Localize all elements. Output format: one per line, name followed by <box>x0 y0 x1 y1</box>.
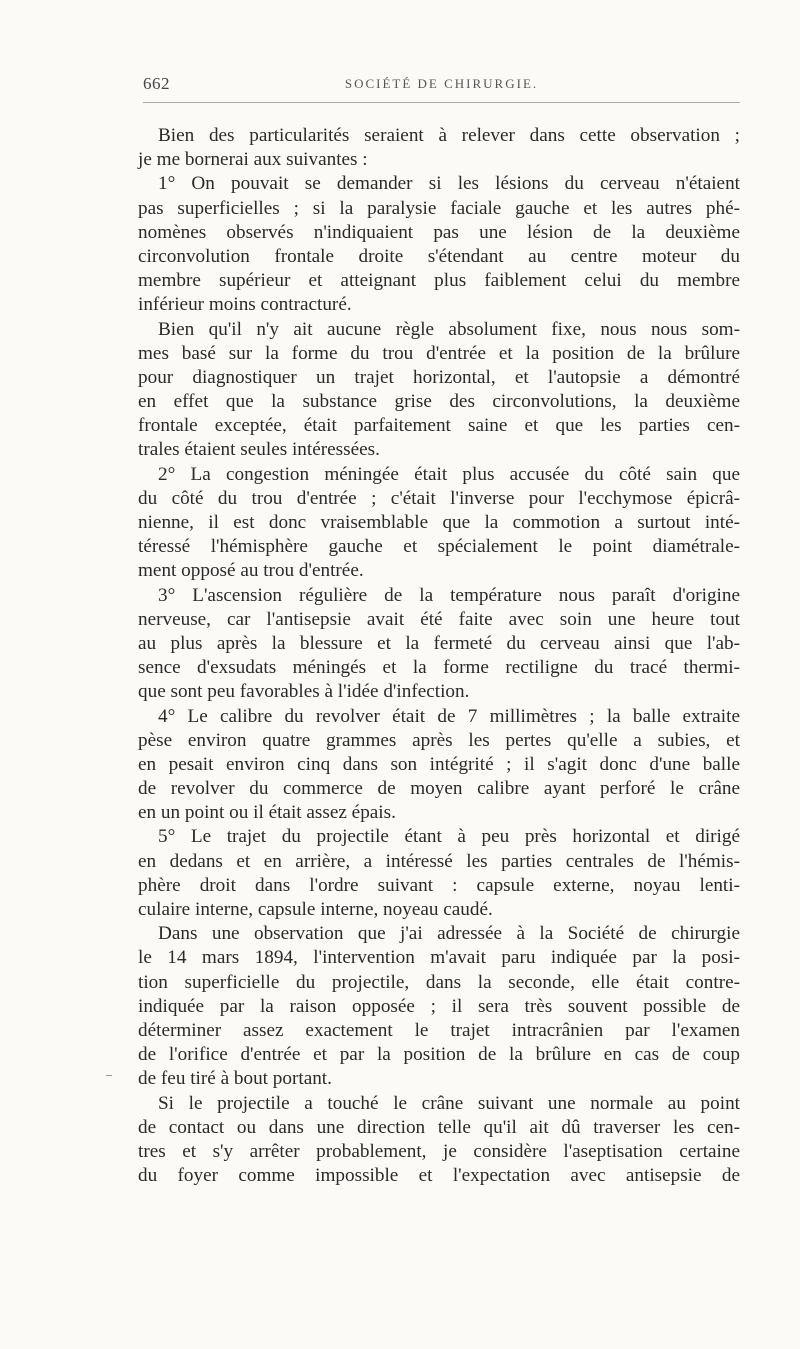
text-line: Bien des particularités seraient à relever dans cette observation ; <box>158 125 740 146</box>
text-line: en dedans et en arrière, a intéressé les parties centrales de l'hémis- <box>138 850 740 872</box>
text-line: en effet que la substance grise des circonvolutions, la deuxième <box>138 391 740 413</box>
page-header <box>143 74 740 98</box>
text-line: de l'orifice d'entrée et par la position de la brûlure en cas de coup <box>138 1044 740 1066</box>
text-line: de revolver du commerce de moyen calibre ayant perforé le crâne <box>138 778 740 800</box>
text-line: trales étaient seules intéressées. <box>138 439 380 461</box>
text-line: en pesait environ cinq dans son intégrité ; il s'agit donc d'une balle <box>138 753 740 775</box>
text-line: membre supérieur et atteignant plus faiblement celui du membre <box>138 270 740 292</box>
text-line: en un point ou il était assez épais. <box>138 802 396 824</box>
text-line: nomènes observés n'indiquaient pas une lésion de la deuxième <box>138 221 740 243</box>
text-line: tion superficielle du projectile, dans la seconde, elle était contre- <box>138 971 740 993</box>
text-line: de contact ou dans une direction telle qu'il ait dû traverser les cen- <box>138 1116 740 1138</box>
text-line: Si le projectile a touché le crâne suivant une normale au point <box>158 1092 740 1114</box>
margin-mark <box>106 1075 112 1076</box>
text-line: inférieur moins contracturé. <box>138 294 352 316</box>
text-line: pèse environ quatre grammes après les pertes qu'elle a subies, et <box>138 729 740 751</box>
text-line: du foyer comme impossible et l'expectation avec antisepsie de <box>138 1165 740 1187</box>
text-line: 2° La congestion méningée était plus accusée du côté sain que <box>158 463 740 485</box>
page-number: 662 <box>143 74 170 93</box>
text-line: nienne, il est donc vraisemblable que la commotion a surtout inté- <box>138 512 740 533</box>
text-line: déterminer assez exactement le trajet intracrânien par l'examen <box>138 1019 740 1041</box>
text-line: 5° Le trajet du projectile étant à peu près horizontal et dirigé <box>158 826 740 848</box>
text-line: ment opposé au trou d'entrée. <box>138 560 364 582</box>
text-line: culaire interne, capsule interne, noyeau caudé. <box>138 899 493 920</box>
header-rule <box>143 102 740 103</box>
text-line: pour diagnostiquer un trajet horizontal, et l'autopsie a démontré <box>138 366 740 388</box>
text-line: circonvolution frontale droite s'étendant au centre moteur du <box>138 245 740 267</box>
text-line: nerveuse, car l'antisepsie avait été faite avec soin une heure tout <box>138 608 740 630</box>
text-line: du côté du trou d'entrée ; c'était l'inverse pour l'ecchymose épicrâ- <box>138 487 740 509</box>
text-line: pas superficielles ; si la paralysie faciale gauche et les autres phé- <box>138 197 740 219</box>
running-head: SOCIÉTÉ DE CHIRURGIE. <box>344 76 539 91</box>
text-line: tres et s'y arrêter probablement, je considère l'aseptisation certaine <box>138 1140 740 1162</box>
text-line: mes basé sur la forme du trou d'entrée et la position de la brûlure <box>138 342 740 364</box>
text-line: Bien qu'il n'y ait aucune règle absolument fixe, nous nous som- <box>158 318 740 340</box>
text-line: que sont peu favorables à l'idée d'infection. <box>138 681 470 703</box>
text-line: le 14 mars 1894, l'intervention m'avait paru indiquée par la posi- <box>138 947 740 969</box>
text-line: 1° On pouvait se demander si les lésions du cerveau n'étaient <box>158 173 740 195</box>
text-line: frontale exceptée, était parfaitement saine et que les parties cen- <box>138 415 740 437</box>
text-line: 4° Le calibre du revolver était de 7 millimètres ; la balle extraite <box>158 705 740 727</box>
text-line: au plus après la blessure et la fermeté du cerveau ainsi que l'ab- <box>138 632 740 654</box>
text-line: je me bornerai aux suivantes : <box>138 149 368 171</box>
text-line: phère droit dans l'ordre suivant : capsule externe, noyau lenti- <box>138 874 740 896</box>
text-line: Dans une observation que j'ai adressée à la Société de chirurgie <box>158 923 740 945</box>
text-line: indiquée par la raison opposée ; il sera très souvent possible de <box>138 995 740 1017</box>
text-line: 3° L'ascension régulière de la température nous paraît d'origine <box>158 584 740 606</box>
text-line: téressé l'hémisphère gauche et spécialement le point diamétrale- <box>138 536 740 558</box>
text-line: sence d'exsudats méningés et la forme rectiligne du tracé thermi- <box>138 657 740 679</box>
body-text <box>138 124 740 1188</box>
text-line: de feu tiré à bout portant. <box>138 1068 332 1090</box>
